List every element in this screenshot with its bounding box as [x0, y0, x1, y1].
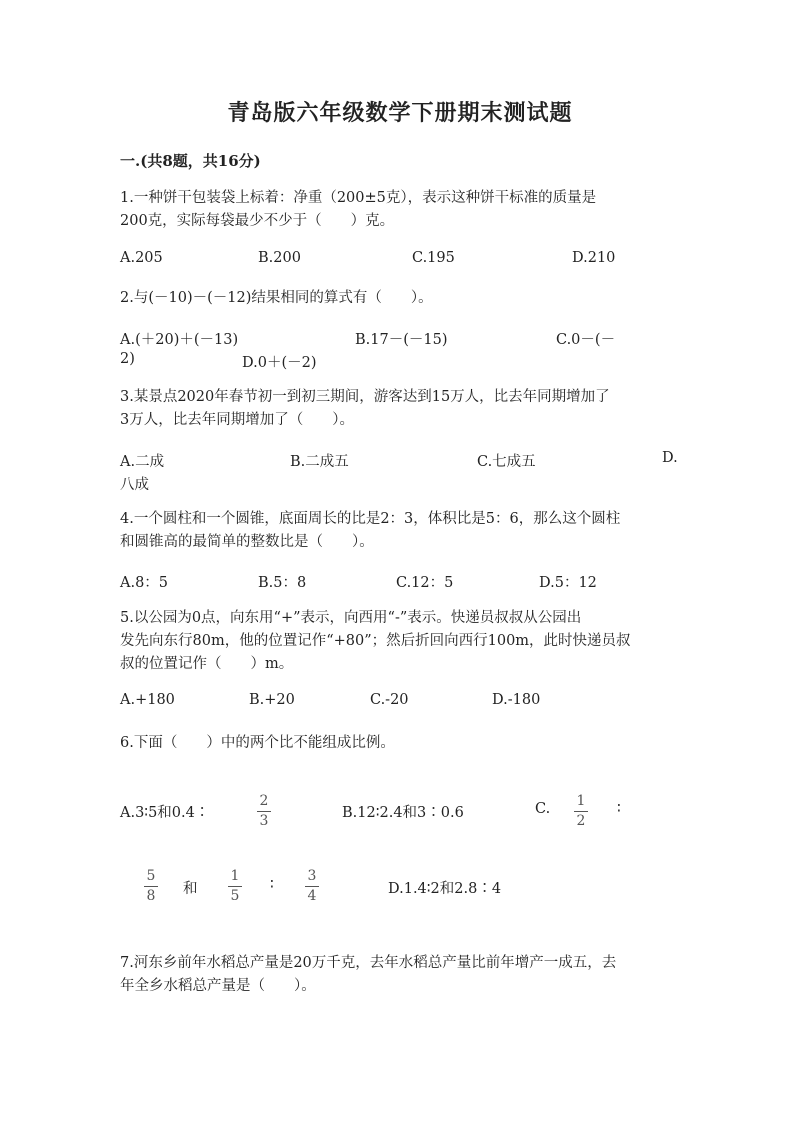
question-1 [120, 187, 692, 233]
question-4-line-1: 4.一个圆柱和一个圆锥，底面周长的比是2：3，体积比是5：6，那么这个圆柱 [120, 511, 621, 527]
question-3-line-2: 3万人，比去年同期增加了（ ）。 [120, 412, 354, 428]
question-2 [120, 287, 692, 310]
section-heading: 一.(共8题，共16分) [120, 152, 261, 170]
q3-option-d-cont: 八成 [120, 477, 149, 493]
question-7-line-1: 7.河东乡前年水稻总产量是20万千克，去年水稻总产量比前年增产一成五，去 [120, 955, 617, 971]
fraction-numerator: 3 [307, 868, 317, 884]
question-3-line-1: 3.某景点2020年春节初一到初三期间，游客达到15万人，比去年同期增加了 [120, 389, 610, 405]
q1-option-b: B.200 [258, 250, 301, 266]
fraction-numerator: 1 [230, 868, 240, 884]
q3-option-c: C.七成五 [477, 454, 536, 470]
question-7-line-2: 年全乡水稻总产量是（ ）。 [120, 978, 316, 994]
q5-option-d: D.-180 [492, 692, 541, 708]
q1-option-c: C.195 [412, 250, 455, 266]
question-1-line-1: 1.一种饼干包装袋上标着：净重（200±5克），表示这种饼干标准的质量是 [120, 190, 597, 206]
q5-option-b: B.+20 [249, 692, 295, 708]
fraction-denominator: 8 [146, 888, 156, 904]
q4-option-d: D.5：12 [539, 575, 597, 591]
q6-fraction-1-5 [226, 869, 244, 904]
q3-option-b: B.二成五 [290, 454, 349, 470]
fraction-denominator: 3 [259, 813, 269, 829]
q4-option-c: C.12：5 [396, 575, 454, 591]
q6-ratio-colon-2: ∶ [270, 877, 274, 893]
q6-fraction-1-2 [572, 794, 590, 829]
q1-option-a: A.205 [120, 250, 163, 266]
q3-option-a: A.二成 [120, 454, 165, 470]
fraction-bar [305, 886, 319, 887]
q6-ratio-colon: ∶ [617, 801, 621, 817]
question-1-line-2: 200克，实际每袋最少不少于（ ）克。 [120, 213, 395, 229]
q6-option-b: B.12∶2.4和3∶0.6 [342, 805, 464, 821]
fraction-denominator: 5 [230, 888, 240, 904]
q6-option-a: A.3∶5和0.4∶ [120, 805, 210, 821]
fraction-numerator: 2 [259, 793, 269, 809]
q5-option-c: C.-20 [370, 692, 409, 708]
fraction-bar [257, 811, 271, 812]
q4-option-a: A.8：5 [120, 575, 169, 591]
question-5 [120, 607, 692, 676]
question-2-line-1: 2.与(－10)－(－12)结果相同的算式有（ ）。 [120, 290, 433, 306]
q6-fraction-5-8 [142, 869, 160, 904]
question-5-line-2: 发先向东行80m，他的位置记作“+80”；然后折回向西行100m，此时快递员叔 [120, 633, 631, 649]
q2-option-b: B.17－(－15) [355, 332, 448, 348]
fraction-bar [144, 886, 158, 887]
q6-fraction-3-4 [303, 869, 321, 904]
q6-option-c: C. [535, 801, 551, 817]
page-title: 青岛版六年级数学下册期末测试题 [227, 100, 573, 126]
q1-option-d: D.210 [572, 250, 616, 266]
q6-option-d: D.1.4∶2和2.8∶4 [388, 881, 502, 897]
q6-fraction-2-3 [255, 794, 273, 829]
question-4 [120, 508, 692, 554]
question-7 [120, 952, 692, 998]
q3-option-d: D. [662, 450, 678, 466]
q2-option-c-cont: 2) [120, 351, 135, 367]
fraction-bar [574, 811, 588, 812]
question-6-line-1: 6.下面（ ）中的两个比不能组成比例。 [120, 735, 395, 751]
fraction-numerator: 1 [576, 793, 586, 809]
q2-option-a: A.(＋20)＋(－13) [120, 332, 239, 348]
question-6 [120, 732, 692, 755]
fraction-bar [228, 886, 242, 887]
question-4-line-2: 和圆锥高的最简单的整数比是（ ）。 [120, 534, 374, 550]
q4-option-b: B.5：8 [258, 575, 307, 591]
fraction-numerator: 5 [146, 868, 156, 884]
q2-option-c: C.0－(－ [556, 332, 616, 348]
q6-and-word: 和 [183, 881, 198, 897]
fraction-denominator: 4 [307, 888, 317, 904]
q5-option-a: A.+180 [120, 692, 175, 708]
q2-option-d: D.0＋(－2) [242, 355, 317, 371]
question-3 [120, 386, 692, 432]
fraction-denominator: 2 [576, 813, 586, 829]
question-5-line-1: 5.以公园为0点，向东用“+”表示，向西用“-”表示。快递员叔叔从公园出 [120, 610, 582, 626]
question-5-line-3: 叔的位置记作（ ）m。 [120, 656, 294, 672]
